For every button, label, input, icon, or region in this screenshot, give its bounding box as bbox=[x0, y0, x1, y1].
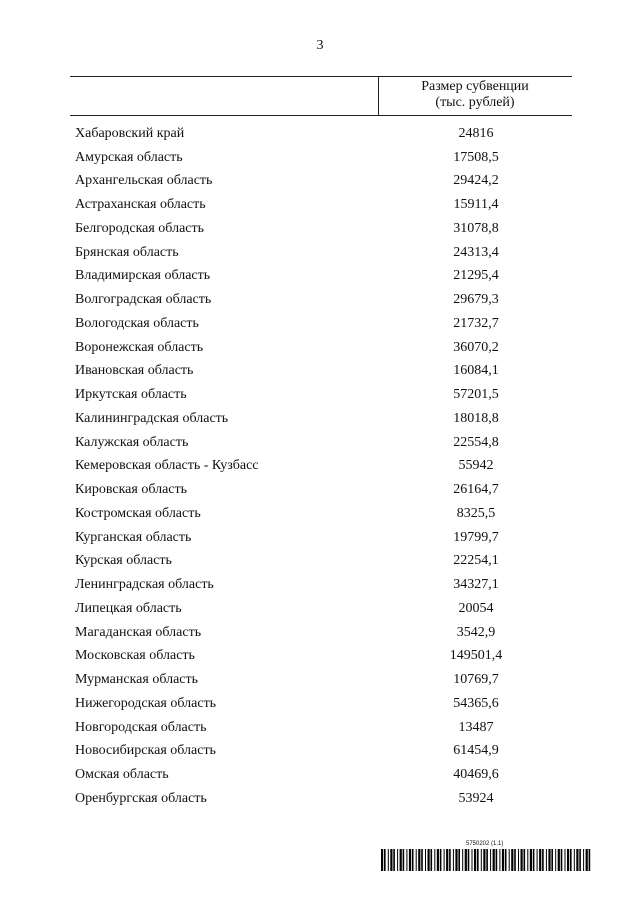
table-row bbox=[75, 265, 575, 289]
region-name: Амурская область bbox=[75, 149, 183, 165]
table-row bbox=[75, 336, 575, 360]
subsidy-value: 22554,8 bbox=[453, 434, 499, 450]
subsidy-value: 57201,5 bbox=[453, 387, 499, 403]
subsidy-value: 149501,4 bbox=[449, 648, 503, 664]
region-name: Оренбургская область bbox=[75, 790, 207, 806]
region-name: Вологодская область bbox=[75, 315, 199, 331]
subsidy-value: 18018,8 bbox=[453, 410, 499, 426]
subsidy-value: 16084,1 bbox=[453, 363, 499, 379]
subsidy-value: 34327,1 bbox=[453, 577, 499, 593]
region-name: Владимирская область bbox=[75, 268, 211, 284]
region-name: Хабаровский край bbox=[75, 125, 185, 141]
subsidy-value: 36070,2 bbox=[453, 339, 499, 355]
header-line-1: Размер субвенции bbox=[421, 79, 529, 94]
subsidy-value: 53924 bbox=[458, 790, 494, 806]
table-row bbox=[75, 146, 575, 170]
region-name: Калининградская область bbox=[75, 410, 229, 426]
region-name: Омская область bbox=[75, 767, 169, 783]
subsidy-value: 8325,5 bbox=[456, 505, 496, 521]
region-name: Астраханская область bbox=[75, 197, 206, 213]
table-row bbox=[75, 455, 575, 479]
table-row bbox=[75, 193, 575, 217]
barcode-caption: 5750202 (1.1) bbox=[466, 841, 504, 847]
region-name: Архангельская область bbox=[75, 173, 213, 189]
region-name: Иркутская область bbox=[75, 387, 187, 403]
subsidy-value: 19799,7 bbox=[453, 529, 499, 545]
subsidy-value: 20054 bbox=[458, 600, 494, 616]
region-name: Курганская область bbox=[75, 529, 192, 545]
subsidy-value: 22254,1 bbox=[453, 553, 499, 569]
header-line-2: (тыс. рублей) bbox=[435, 95, 515, 110]
region-name: Кемеровская область - Кузбасс bbox=[75, 458, 259, 474]
table-row bbox=[75, 170, 575, 194]
subsidy-value: 17508,5 bbox=[453, 149, 499, 165]
table-row bbox=[75, 431, 575, 455]
subsidy-value: 31078,8 bbox=[453, 220, 499, 236]
region-name: Костромская область bbox=[75, 505, 201, 521]
subsidy-value: 40469,6 bbox=[453, 767, 499, 783]
subsidy-value: 29679,3 bbox=[453, 292, 499, 308]
table-row bbox=[75, 407, 575, 431]
table-row bbox=[75, 360, 575, 384]
subsidy-table-body bbox=[75, 122, 575, 811]
region-name: Калужская область bbox=[75, 434, 189, 450]
region-name: Новгородская область bbox=[75, 719, 207, 735]
subsidy-value: 24816 bbox=[458, 125, 494, 141]
table-row bbox=[75, 478, 575, 502]
region-name: Кировская область bbox=[75, 482, 188, 498]
subsidy-value: 26164,7 bbox=[453, 482, 499, 498]
region-name: Волгоградская область bbox=[75, 292, 212, 308]
region-name: Новосибирская область bbox=[75, 743, 216, 759]
barcode bbox=[381, 849, 591, 871]
subsidy-value: 21295,4 bbox=[453, 268, 499, 284]
region-name: Курская область bbox=[75, 553, 172, 569]
region-name: Липецкая область bbox=[75, 600, 182, 616]
subsidy-value: 61454,9 bbox=[453, 743, 499, 759]
region-name: Магаданская область bbox=[75, 624, 202, 640]
subsidy-value: 29424,2 bbox=[453, 173, 499, 189]
table-row bbox=[75, 621, 575, 645]
table-row bbox=[75, 740, 575, 764]
table-row bbox=[75, 716, 575, 740]
table-row bbox=[75, 312, 575, 336]
region-name: Брянская область bbox=[75, 244, 179, 260]
region-name: Ивановская область bbox=[75, 363, 194, 379]
table-row bbox=[75, 550, 575, 574]
subsidy-value: 10769,7 bbox=[453, 672, 499, 688]
subsidy-value: 54365,6 bbox=[453, 695, 499, 711]
region-name: Воронежская область bbox=[75, 339, 204, 355]
region-name: Мурманская область bbox=[75, 672, 199, 688]
table-row bbox=[75, 645, 575, 669]
region-name: Московская область bbox=[75, 648, 195, 664]
table-row bbox=[75, 787, 575, 811]
region-name: Ленинградская область bbox=[75, 577, 214, 593]
subsidy-value: 13487 bbox=[458, 719, 494, 735]
subsidy-value: 55942 bbox=[458, 458, 494, 474]
table-row bbox=[75, 763, 575, 787]
table-row bbox=[75, 241, 575, 265]
table-row bbox=[75, 288, 575, 312]
table-row bbox=[75, 668, 575, 692]
table-row bbox=[75, 217, 575, 241]
table-row bbox=[75, 573, 575, 597]
table-row bbox=[75, 122, 575, 146]
table-row bbox=[75, 597, 575, 621]
subsidy-value: 15911,4 bbox=[453, 197, 499, 213]
table-row bbox=[75, 526, 575, 550]
table-row bbox=[75, 383, 575, 407]
subsidy-value: 3542,9 bbox=[456, 624, 496, 640]
region-name: Белгородская область bbox=[75, 220, 205, 236]
table-row bbox=[75, 502, 575, 526]
subsidy-value: 21732,7 bbox=[453, 315, 499, 331]
page-number: 3 bbox=[316, 38, 324, 53]
subsidy-value: 24313,4 bbox=[453, 244, 499, 260]
subsidy-column-header bbox=[378, 79, 572, 111]
table-row bbox=[75, 692, 575, 716]
region-name: Нижегородская область bbox=[75, 695, 217, 711]
table-header bbox=[70, 76, 572, 116]
